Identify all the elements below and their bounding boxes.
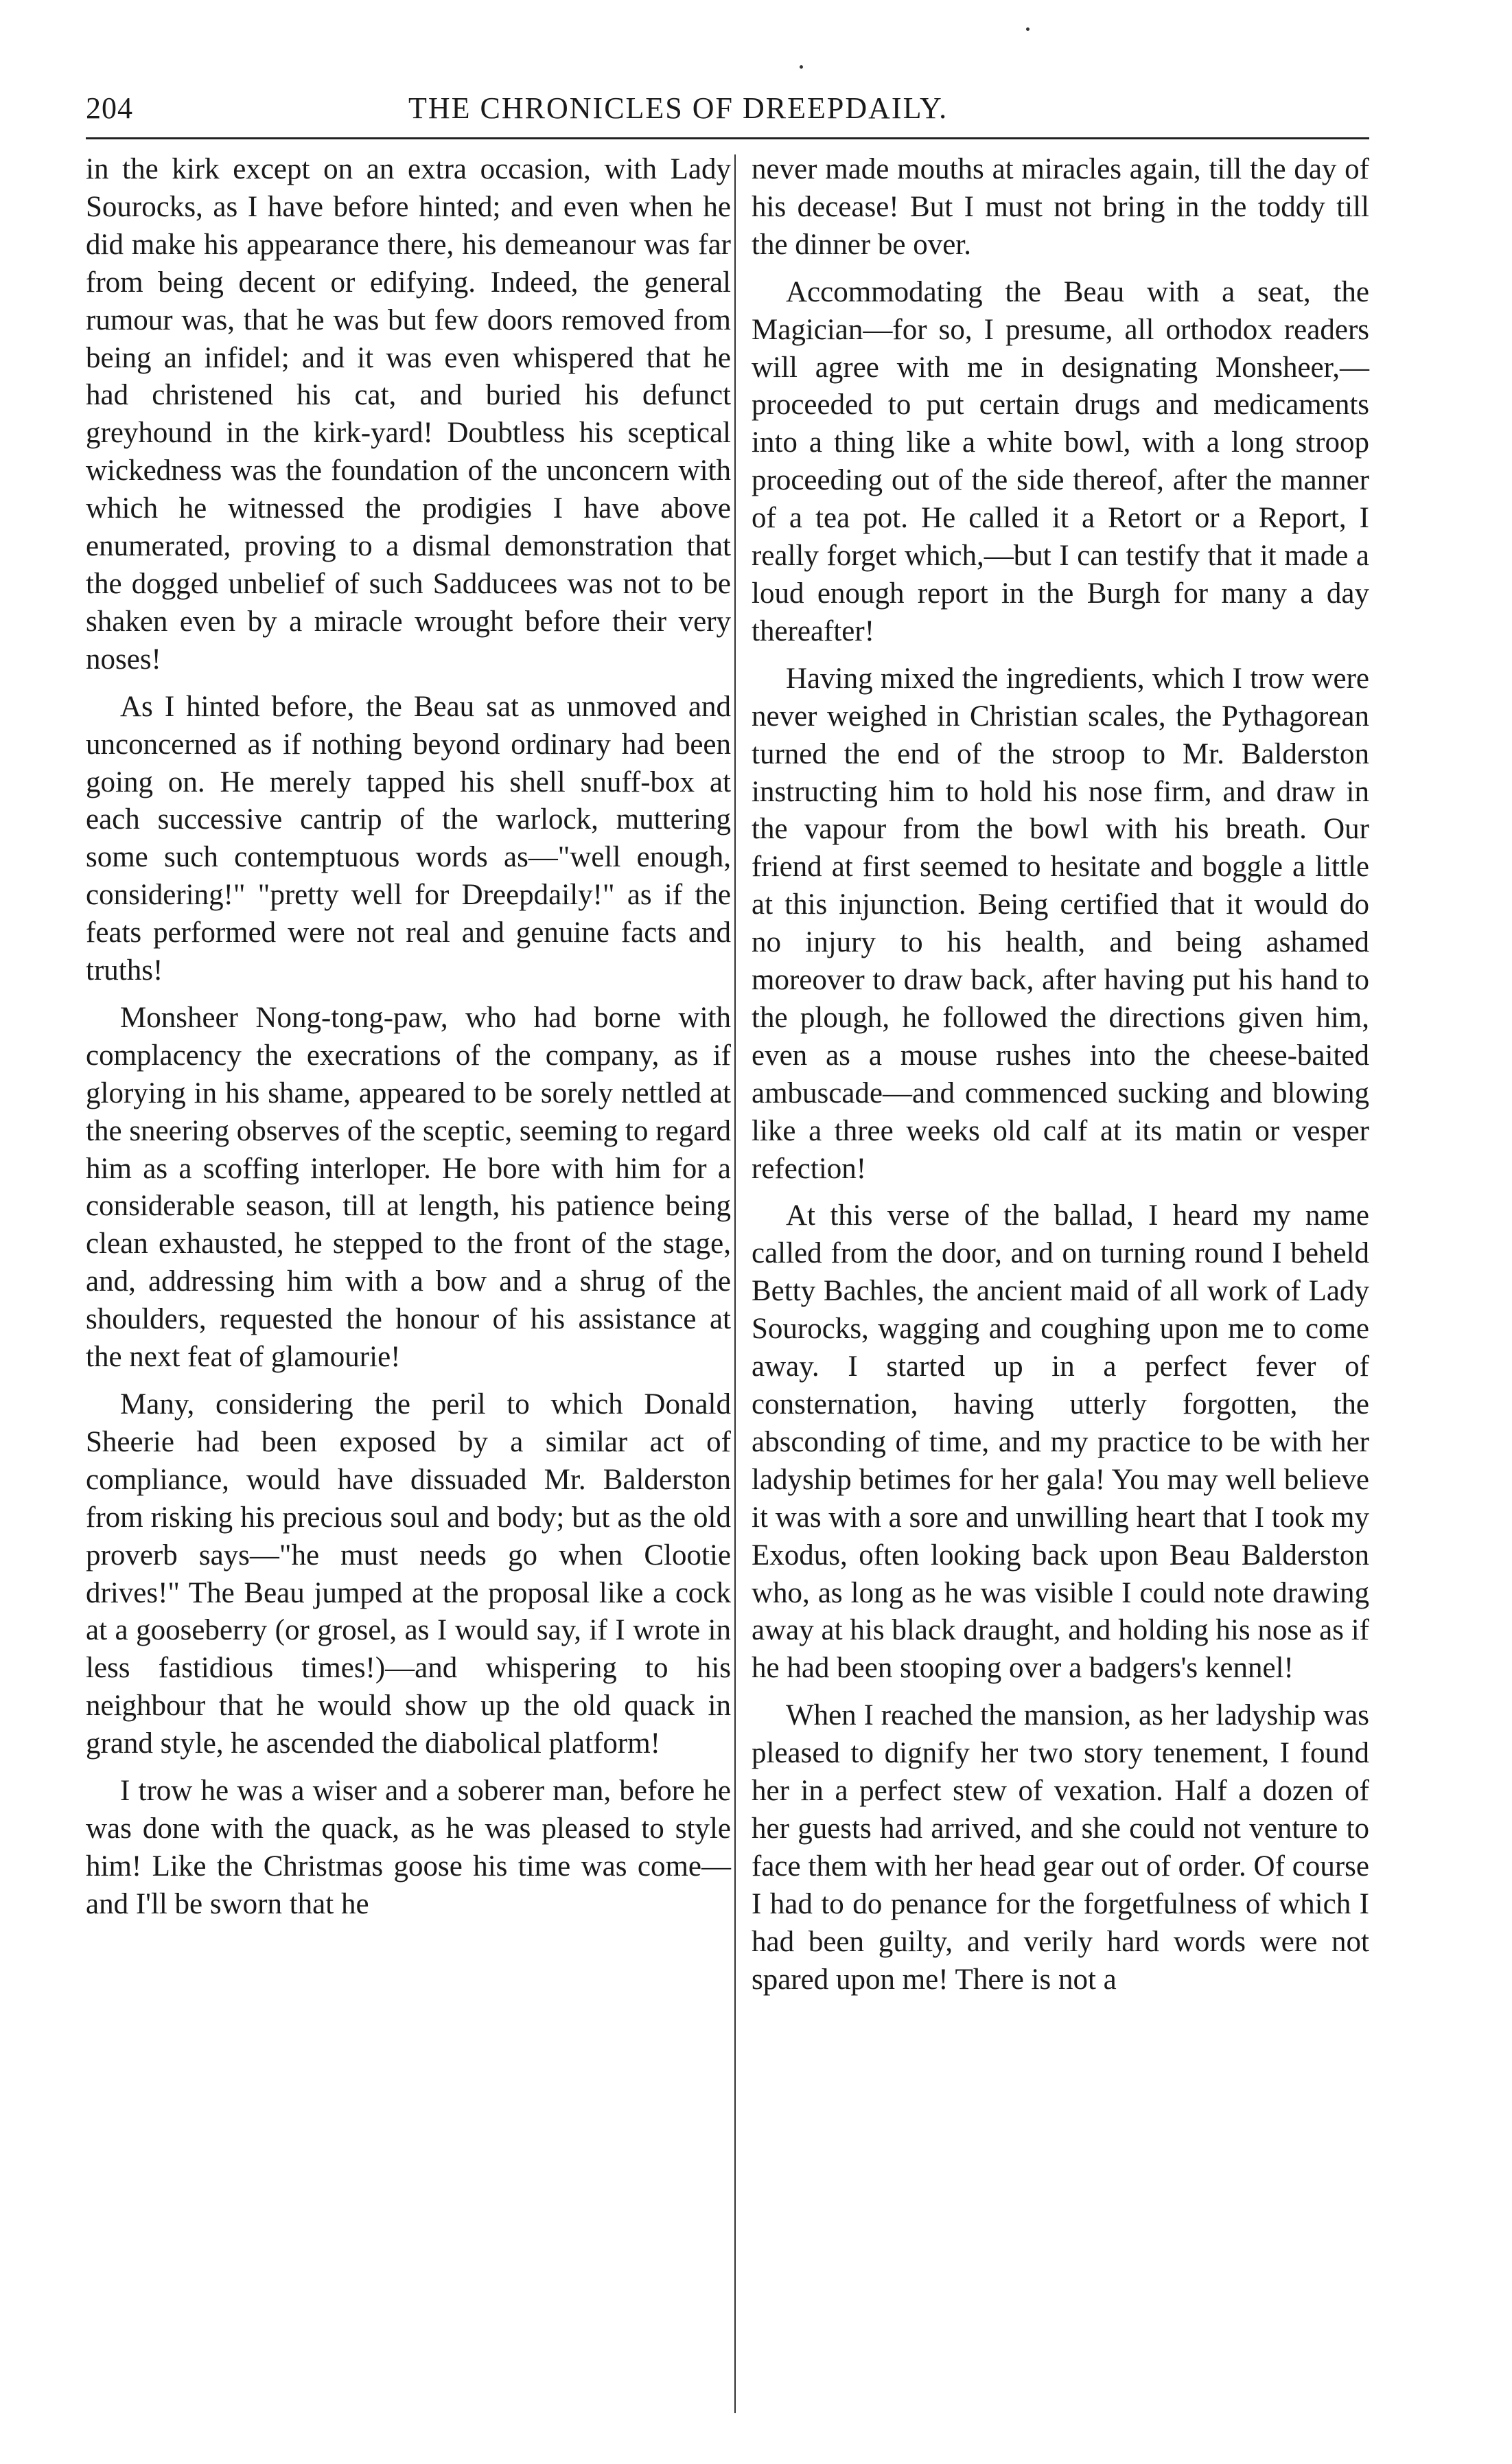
running-title: THE CHRONICLES OF DREEPDAILY. (408, 91, 949, 125)
paragraph: Having mixed the ingredients, which I trow were never weighed in Christian scales, the Pythagorean turned the end of the stroop to Mr. Balderston instructing him to hold his nose firm, and draw in the vapour from the bowl with his breath. Our friend at first seemed to hesitate and boggle a little at this injunction. Being certified that it would do no injury to his health, and being ashamed moreover to draw back, after having put his hand to the plough, he followed the directions given him, even as a mouse rushes into the cheese-baited ambuscade—and commenced sucking and blowing like a three weeks old calf at its matin or vesper refection! (752, 662, 1369, 1185)
column-divider (734, 154, 736, 2413)
paragraph: When I reached the mansion, as her ladyship was pleased to dignify her two story tenement, I found her in a perfect stew of vexation. Half a dozen of her guests had arrived, and she could not venture to face them with her head gear out of order. Of course I had to do penance for the forgetfulness of which I had been guilty, and verily hard words were not spared upon me! There is not a (752, 1699, 1369, 1996)
print-speck (1026, 27, 1030, 31)
paragraph: Many, considering the peril to which Donald Sheerie had been exposed by a similar act of compliance, would have dissuaded Mr. Balderston from risking his precious soul and body; but as the old proverb says—"he must needs go when Clootie drives!" The Beau jumped at the proposal like a cock at a gooseberry (or grosel, as I would say, if I wrote in less fastidious times!)—and whispering to his neighbour that he would show up the old quack in grand style, he ascended the diabolical platform! (86, 1388, 731, 1760)
paragraph: At this verse of the ballad, I heard my name called from the door, and on turning round I beheld Betty Bachles, the ancient maid of all work of Lady Sourocks, wagging and coughing upon me to come away. I started up in a perfect fever of consternation, having utterly forgotten, the absconding of time, and my practice to be with her ladyship betimes for her gala! You may well believe it was with a sore and unwilling heart that I took my Exodus, often looking back upon Beau Balderston who, as long as he was visible I could note drawing away at his black draught, and holding his nose as if he had been stooping over a badgers's kennel! (752, 1199, 1369, 1685)
left-column (86, 151, 731, 1933)
header-rule (86, 137, 1369, 139)
paragraph: Accommodating the Beau with a seat, the Magician—for so, I presume, all orthodox readers will agree with me in designating Monsheer,—proceeded to put certain drugs and medicaments into a thing like a white bowl, with a long stroop proceeding out of the side thereof, after the manner of a tea pot. He called it a Retort or a Report, I really forget which,—but I can testify that it made a loud enough report in the Burgh for many a day thereafter! (752, 275, 1369, 647)
paragraph: in the kirk except on an extra occasion, with Lady Sourocks, as I have before hinted; and even when he did make his appearance there, his demeanour was far from being decent or edifying. Indeed, the general rumour was, that he was but few doors removed from being an infidel; and it was even whispered that he had christened his cat, and buried his defunct greyhound in the kirk-yard! Doubtless his sceptical wickedness was the foundation of the unconcern with which he witnessed the prodigies I have above enumerated, proving to a dismal demonstration that the dogged unbelief of such Sadducees was not to be shaken even by a miracle wrought before their very noses! (86, 153, 731, 676)
paragraph: Monsheer Nong-tong-paw, who had borne with complacency the execrations of the company, as if glorying in his shame, appeared to be sorely nettled at the sneering observes of the sceptic, seeming to regard him as a scoffing interloper. He bore with him for a considerable season, till at length, his patience being clean exhausted, he stepped to the front of the stage, and, addressing him with a bow and a shrug of the shoulders, requested the honour of his assistance at the next feat of glamourie! (86, 1001, 731, 1374)
paragraph: As I hinted before, the Beau sat as unmoved and unconcerned as if nothing beyond ordinary had been going on. He merely tapped his shell snuff-box at each successive cantrip of the warlock, muttering some such contemptuous words as—"well enough, considering!" "pretty well for Dreepdaily!" as if the feats performed were not real and genuine facts and truths! (86, 690, 731, 987)
right-column (752, 151, 1369, 2009)
paragraph: never made mouths at miracles again, till the day of his decease! But I must not bring in the toddy till the dinner be over. (752, 153, 1369, 261)
page-number: 204 (86, 91, 133, 125)
print-speck (800, 65, 803, 69)
paragraph: I trow he was a wiser and a soberer man, before he was done with the quack, as he was pleased to style him! Like the Christmas goose his time was come—and I'll be sworn that he (86, 1775, 731, 1920)
